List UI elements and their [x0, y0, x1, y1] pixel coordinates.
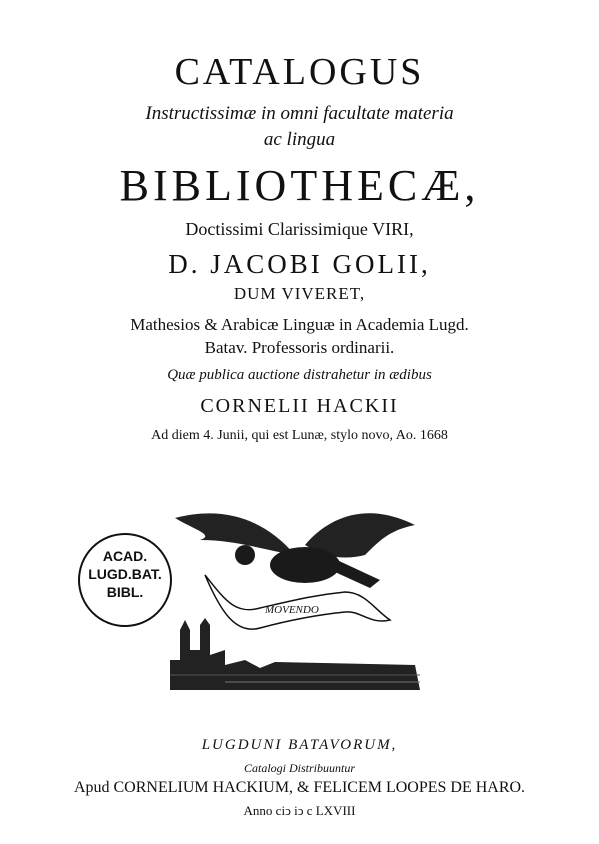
- doctissimi-line: Doctissimi Clarissimique VIRI,: [185, 219, 414, 239]
- imprint-catalogi: Catalogi Distribuuntur: [243, 761, 356, 775]
- subtitle-line-2: ac lingua: [263, 129, 336, 150]
- owner-name: D. JACOBI GOLII,: [168, 249, 431, 279]
- profession-line-2: Batav. Professoris ordinarii.: [204, 338, 395, 357]
- imprint-place: LUGDUNI BATAVORUM,: [201, 737, 398, 753]
- printer-device-emblem: [165, 500, 425, 700]
- imprint-year: Anno ciↄ iↄ c LXVIII: [243, 803, 356, 818]
- library-stamp: [78, 533, 172, 627]
- eagle-head-icon: [235, 545, 255, 565]
- subtitle-line-1: Instructissimæ in omni facultate materia: [145, 103, 454, 124]
- eagle-left-wing-icon: [175, 513, 295, 555]
- auction-line: Quæ publica auctione distrahetur in ædibus: [167, 367, 432, 383]
- bibliothecae-title: BIBLIOTHECÆ,: [119, 161, 480, 210]
- stamp-line-3: BIBL.: [106, 584, 144, 600]
- stamp-line-1: ACAD.: [102, 548, 148, 564]
- emblem-motto: MOVENDO: [265, 604, 319, 616]
- seller-name: CORNELII HACKII: [200, 395, 399, 417]
- catalogus-title: CATALOGUS: [174, 51, 425, 93]
- auction-date-line: Ad diem 4. Junii, qui est Lunæ, stylo novo, Ao. 1668: [151, 428, 448, 443]
- dum-viveret-line: DUM VIVERET,: [233, 284, 366, 303]
- profession-line-1: Mathesios & Arabicæ Linguæ in Academia Lugd.: [130, 315, 469, 334]
- stamp-line-2: LUGD.BAT.: [88, 566, 162, 582]
- eagle-body-icon: [270, 547, 340, 583]
- imprint-publishers: Apud CORNELIUM HACKIUM, & FELICEM LOOPES DE HARO.: [73, 779, 526, 796]
- city-skyline-icon: [170, 618, 420, 690]
